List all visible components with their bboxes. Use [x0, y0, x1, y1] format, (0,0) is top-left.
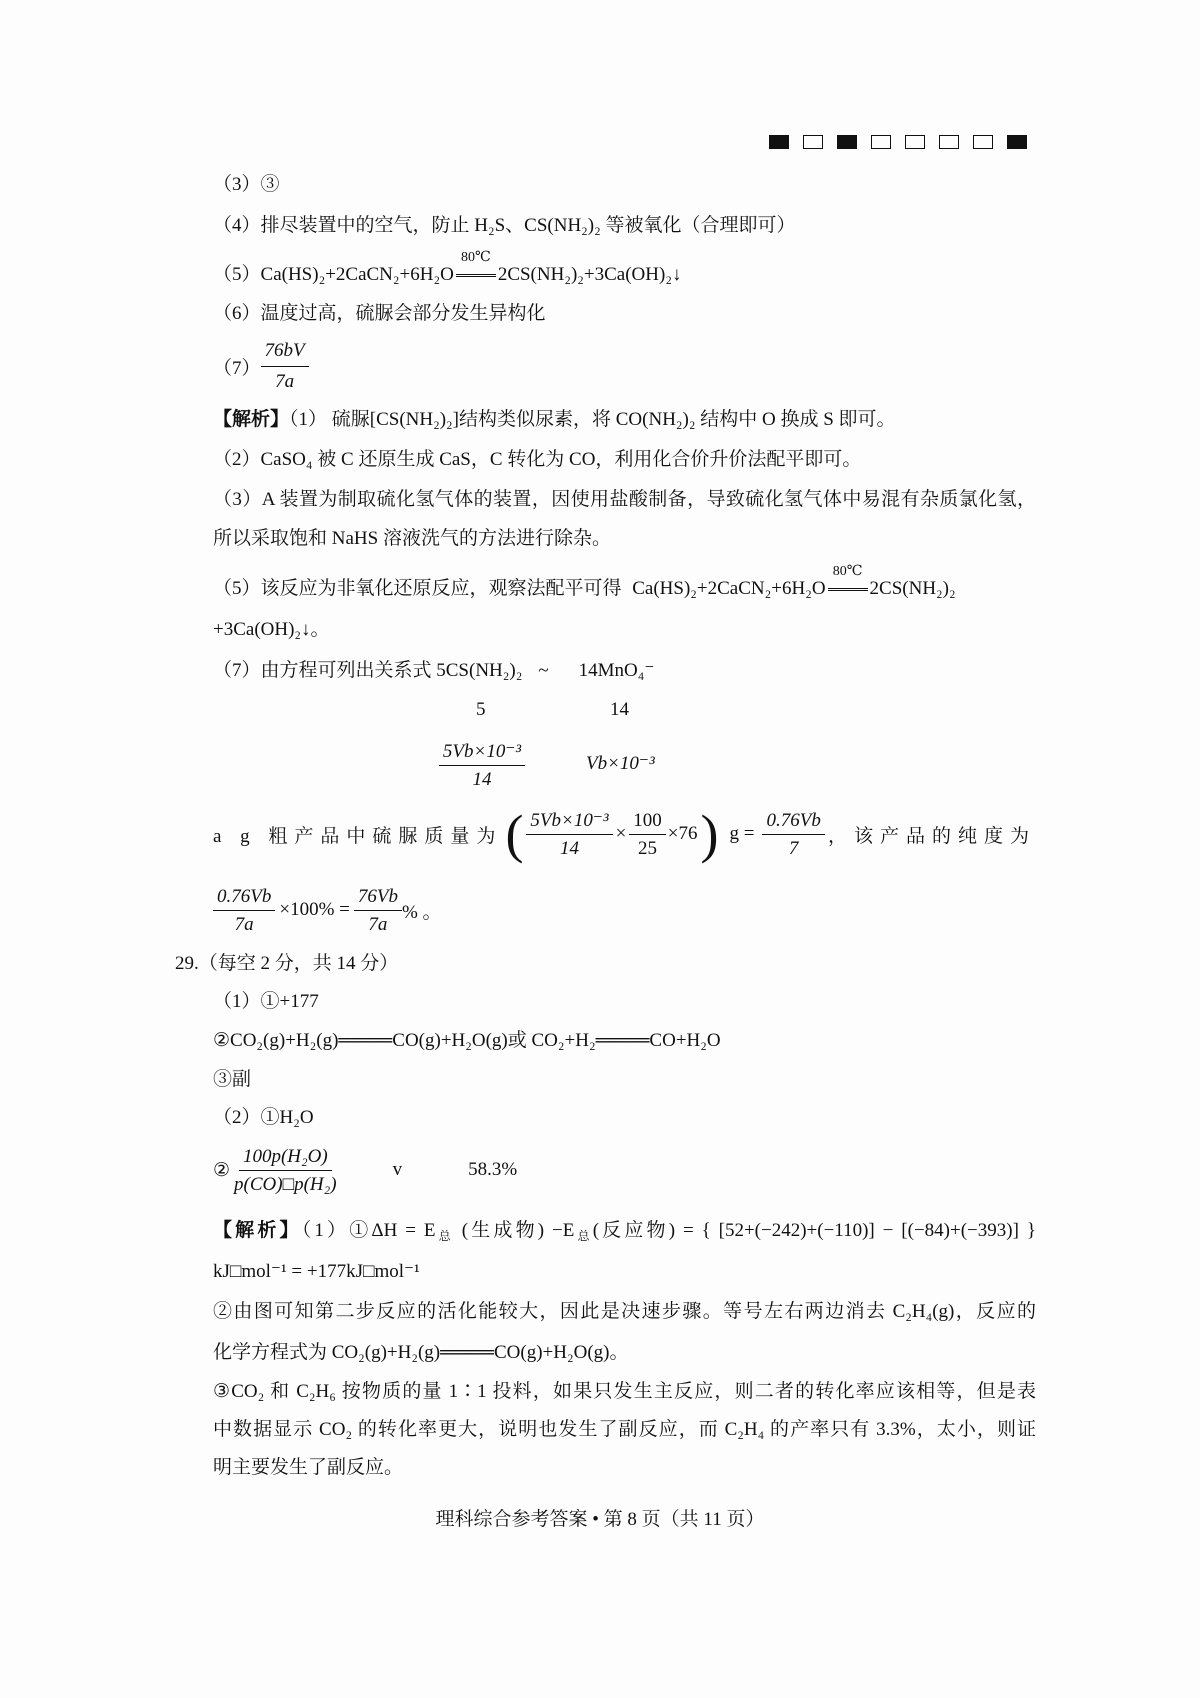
double-line	[828, 588, 868, 591]
mass-suffix: ，该产品的纯度为	[827, 825, 1036, 847]
filled-square-mark	[769, 135, 789, 149]
fraction-numerator: 5Vb×10⁻³	[439, 738, 525, 766]
q28-answer-5-label: （5）	[213, 264, 261, 285]
empty-square-mark	[803, 135, 823, 149]
q29-analysis-p2-line1: ②由图可知第二步反应的活化能较大，因此是决速步骤。等号左右两边消去 C₂H₄(g)，反应的	[213, 1301, 1036, 1322]
empty-square-mark	[871, 135, 891, 149]
fraction	[261, 336, 309, 397]
fraction-numerator: 100	[629, 807, 666, 835]
fraction-denominator: 7	[788, 837, 799, 859]
q28-answer-7-label: （7）	[213, 357, 261, 379]
fraction-denominator: 7a	[234, 913, 254, 935]
fraction	[629, 807, 666, 862]
q29-analysis-line2: kJ□mol⁻¹ = +177kJ□mol⁻¹	[213, 1261, 420, 1282]
q29-analysis-p2-line2: 化学方程式为 CO₂(g)+H₂(g)════CO(g)+H₂O(g)。	[213, 1342, 629, 1363]
subscript-total: 总	[435, 1229, 454, 1243]
q29-answer-2-2	[213, 1141, 517, 1199]
q28-answer-6: （6）温度过高，硫脲会部分发生异构化	[213, 303, 546, 324]
q28-answer-5	[213, 250, 682, 287]
fraction-denominator: p(CO)□p(H₂)	[234, 1173, 337, 1195]
q29-analysis-p3-line3: 明主要发生了副反应。	[213, 1457, 404, 1478]
q29-answer-2-2-label: ②	[213, 1159, 231, 1181]
times-76: ×76	[667, 823, 698, 844]
q28-analysis-purity-line	[213, 881, 442, 939]
fraction-numerator: 0.76Vb	[213, 883, 275, 911]
empty-square-mark	[973, 135, 993, 149]
fraction	[439, 738, 525, 793]
fraction	[762, 807, 824, 862]
reaction-products: 2CS(NH₂)₂	[869, 578, 956, 599]
filled-square-mark	[837, 135, 857, 149]
fraction-numerator: 100p(H₂O)	[239, 1143, 332, 1171]
coefficient-right: 14	[610, 699, 629, 720]
fraction-denominator: 14	[472, 768, 492, 790]
analysis-tag: 【解析】	[213, 1220, 302, 1241]
q28-analysis-p2: （2）CaSO₄ 被 C 还原生成 CaS，C 转化为 CO，利用化合价升价法配平即可。	[213, 449, 862, 470]
times-sign: ×	[615, 823, 627, 844]
coefficient-left: 5	[476, 699, 486, 720]
analysis-tag: 【解析】	[213, 409, 290, 430]
fraction-numerator: 5Vb×10⁻³	[526, 807, 612, 835]
q28-answer-5-products: 2CS(NH₂)₂+3Ca(OH)₂↓	[497, 264, 682, 285]
analysis-text: （5）该反应为非氧化还原反应，观察法配平可得 Ca(HS)₂+2CaCN₂+6H₂O	[213, 578, 826, 599]
q29-answer-2-2-value: 58.3%	[468, 1159, 518, 1180]
q29-answer-1-1: （1）①+177	[213, 991, 319, 1012]
amount-left	[432, 737, 532, 793]
fraction	[526, 807, 612, 862]
q29-answer-2-1: （2）①H₂O	[213, 1107, 314, 1128]
double-line	[456, 274, 496, 277]
fraction-denominator: 25	[638, 837, 658, 859]
q29-analysis-p3-line1: ③CO₂ 和 C₂H₆ 按物质的量 1∶1 投料，如果只发生主反应，则二者的转化率应该相等，但是表	[213, 1381, 1036, 1402]
filled-square-mark	[1007, 135, 1027, 149]
reaction-equals-sign	[456, 250, 496, 287]
q29-answer-1-3: ③副	[213, 1069, 252, 1090]
unit-equals: g =	[729, 823, 755, 844]
fraction	[230, 1143, 341, 1198]
fraction	[213, 883, 275, 938]
q28-answer-7	[213, 336, 309, 396]
fraction-denominator: 7a	[275, 370, 295, 392]
fraction-numerator: 76bV	[261, 336, 309, 367]
q28-analysis-mass-line	[213, 805, 1036, 863]
purity-middle: ×100% =	[279, 899, 350, 920]
q29-analysis-line1	[213, 1219, 1036, 1243]
q28-analysis-p5-line2: +3Ca(OH)₂↓。	[213, 619, 330, 640]
empty-square-mark	[905, 135, 925, 149]
fraction-denominator: 7a	[368, 913, 388, 935]
subscript-total: 总	[574, 1229, 593, 1243]
reaction-condition: 80℃	[832, 564, 863, 579]
q28-analysis-p3-line2: 所以采取饱和 NaHS 溶液洗气的方法进行除杂。	[213, 528, 611, 549]
reaction-condition: 80℃	[460, 250, 491, 265]
comparison-symbol: v	[392, 1159, 403, 1180]
fraction-numerator: 76Vb	[354, 883, 402, 911]
analysis-text: (生成物) −E	[453, 1220, 575, 1241]
q28-analysis-p1	[213, 408, 896, 432]
analysis-text: （1） 硫脲[CS(NH₂)₂]结构类似尿素，将 CO(NH₂)₂ 结构中 O 换成 S 即可。	[289, 409, 896, 430]
q29-title: 29.（每空 2 分，共 14 分）	[175, 953, 399, 974]
close-paren: )	[700, 804, 719, 864]
relation-species: 14MnO₄⁻	[578, 660, 655, 681]
q28-analysis-p3-line1: （3）A 装置为制取硫化氢气体的装置，因使用盐酸制备，导致硫化氢气体中易混有杂质氯化氢，	[213, 489, 1036, 510]
q29-analysis-p3-line2: 中数据显示 CO₂ 的转化率更大，说明也发生了副反应，而 C₂H₄ 的产率只有 3.3%，太小，则证	[213, 1419, 1036, 1440]
relation-symbol: ~	[538, 660, 549, 681]
q28-analysis-p7-line1	[213, 659, 654, 683]
analysis-text: (反应物) = { [52+(−242)+(−110)] − [(−84)+(−393)] }	[592, 1220, 1036, 1241]
q28-answer-5-reactants: Ca(HS)₂+2CaCN₂+6H₂O	[260, 264, 454, 285]
analysis-text: （1）①ΔH = E	[301, 1220, 436, 1241]
q28-analysis-p5-line1	[213, 564, 956, 601]
q29-answer-1-2: ②CO₂(g)+H₂(g)════CO(g)+H₂O(g)或 CO₂+H₂════CO+H₂O	[213, 1030, 721, 1051]
purity-suffix: % 。	[401, 901, 442, 923]
fraction	[354, 883, 402, 938]
header-square-marks	[769, 135, 1027, 149]
mass-prefix: a g 粗产品中硫脲质量为	[213, 825, 503, 847]
page-footer: 理科综合参考答案 • 第 8 页（共 11 页）	[435, 1509, 765, 1530]
fraction-denominator: 14	[560, 837, 579, 859]
reaction-equals-sign	[828, 564, 868, 601]
fraction-numerator: 0.76Vb	[762, 807, 824, 835]
q28-answer-3: （3）③	[213, 174, 280, 195]
empty-square-mark	[939, 135, 959, 149]
analysis-text: （7）由方程可列出关系式 5CS(NH₂)₂	[213, 660, 523, 681]
open-paren: (	[505, 804, 524, 864]
amount-right: Vb×10⁻³	[586, 753, 655, 774]
q28-answer-4: （4）排尽装置中的空气，防止 H₂S、CS(NH₂)₂ 等被氧化（合理即可）	[213, 215, 796, 236]
